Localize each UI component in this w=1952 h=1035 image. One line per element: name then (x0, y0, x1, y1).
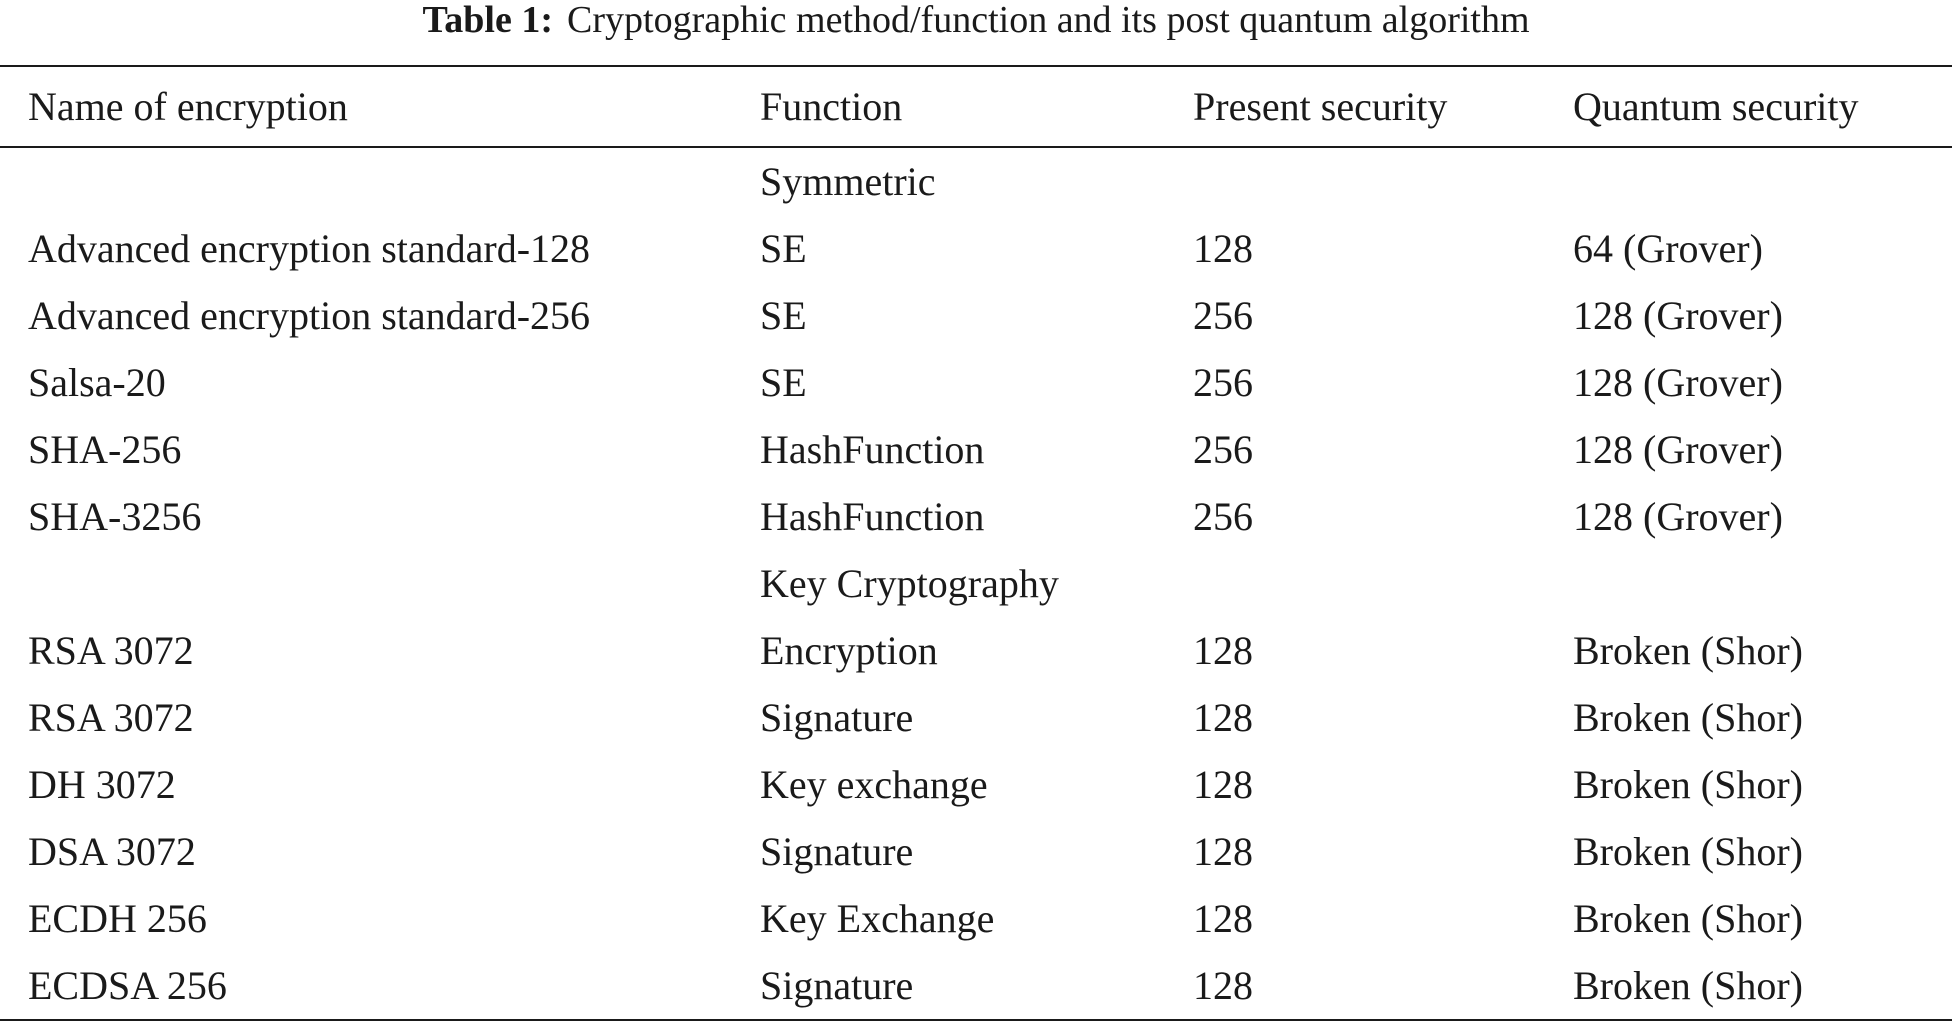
cell-function: SE (760, 226, 807, 271)
cell-function: Key Exchange (760, 896, 995, 941)
cell-name: SHA-3256 (28, 494, 202, 539)
cell-function: SE (760, 293, 807, 338)
cell-name: ECDH 256 (28, 896, 207, 941)
cell-function: HashFunction (760, 494, 985, 539)
cell-function: Signature (760, 695, 914, 740)
crypto-table (0, 65, 1952, 1021)
cell-present-security: 128 (1193, 963, 1253, 1008)
cell-name: DH 3072 (28, 762, 176, 807)
cell-quantum-security: Broken (Shor) (1573, 963, 1803, 1008)
cell-present-security: 256 (1193, 427, 1253, 472)
cell-present-security: 128 (1193, 628, 1253, 673)
cell-function: HashFunction (760, 427, 985, 472)
cell-quantum-security (1573, 550, 1952, 617)
table-caption (0, 0, 1952, 44)
table-row (0, 617, 1952, 684)
cell-present-security: 128 (1193, 226, 1253, 271)
table-row (0, 349, 1952, 416)
column-header-present-security: Present security (1193, 84, 1448, 129)
cell-function: Encryption (760, 628, 938, 673)
cell-present-security: 128 (1193, 896, 1253, 941)
cell-name (0, 147, 760, 215)
cell-present-security: 128 (1193, 695, 1253, 740)
caption-label: Table 1: (422, 0, 554, 41)
cell-name: ECDSA 256 (28, 963, 227, 1008)
table-row (0, 282, 1952, 349)
column-header-function: Function (760, 84, 903, 129)
cell-quantum-security: 64 (Grover) (1573, 226, 1763, 271)
cell-quantum-security: Broken (Shor) (1573, 695, 1803, 740)
table-row (0, 952, 1952, 1020)
cell-present-security: 256 (1193, 293, 1253, 338)
cell-name: RSA 3072 (28, 695, 194, 740)
cell-quantum-security: 128 (Grover) (1573, 293, 1783, 338)
cell-name: Salsa-20 (28, 360, 166, 405)
cell-quantum-security: Broken (Shor) (1573, 829, 1803, 874)
cell-quantum-security: 128 (Grover) (1573, 360, 1783, 405)
cell-function: Signature (760, 829, 914, 874)
cell-name (0, 550, 760, 617)
table-row (0, 483, 1952, 550)
cell-quantum-security: Broken (Shor) (1573, 628, 1803, 673)
cell-present-security: 256 (1193, 360, 1253, 405)
cell-name: RSA 3072 (28, 628, 194, 673)
section-header-row (0, 550, 1952, 617)
cell-function: Signature (760, 963, 914, 1008)
table-row (0, 684, 1952, 751)
cell-quantum-security: 128 (Grover) (1573, 427, 1783, 472)
table-container (0, 65, 1952, 1021)
caption-text: Cryptographic method/function and its post quantum algorithm (567, 0, 1530, 41)
table-row (0, 885, 1952, 952)
cell-name: Advanced encryption standard-128 (28, 226, 591, 271)
cell-present-security (1193, 550, 1573, 617)
section-label: Symmetric (760, 159, 936, 204)
cell-present-security (1193, 147, 1573, 215)
section-header-row (0, 147, 1952, 215)
column-header-quantum-security: Quantum security (1573, 84, 1859, 129)
cell-name: Advanced encryption standard-256 (28, 293, 591, 338)
section-label: Key Cryptography (760, 561, 1059, 606)
table-body (0, 147, 1952, 1020)
cell-name: DSA 3072 (28, 829, 196, 874)
cell-name: SHA-256 (28, 427, 182, 472)
header-row (0, 66, 1952, 147)
table-row (0, 751, 1952, 818)
cell-present-security: 256 (1193, 494, 1253, 539)
cell-quantum-security: Broken (Shor) (1573, 762, 1803, 807)
table-row (0, 416, 1952, 483)
cell-quantum-security: 128 (Grover) (1573, 494, 1783, 539)
column-header-name: Name of encryption (28, 84, 348, 129)
cell-quantum-security: Broken (Shor) (1573, 896, 1803, 941)
table-row (0, 818, 1952, 885)
table-row (0, 215, 1952, 282)
cell-present-security: 128 (1193, 829, 1253, 874)
cell-present-security: 128 (1193, 762, 1253, 807)
cell-quantum-security (1573, 147, 1952, 215)
table-header (0, 66, 1952, 147)
cell-function: Key exchange (760, 762, 988, 807)
cell-function: SE (760, 360, 807, 405)
